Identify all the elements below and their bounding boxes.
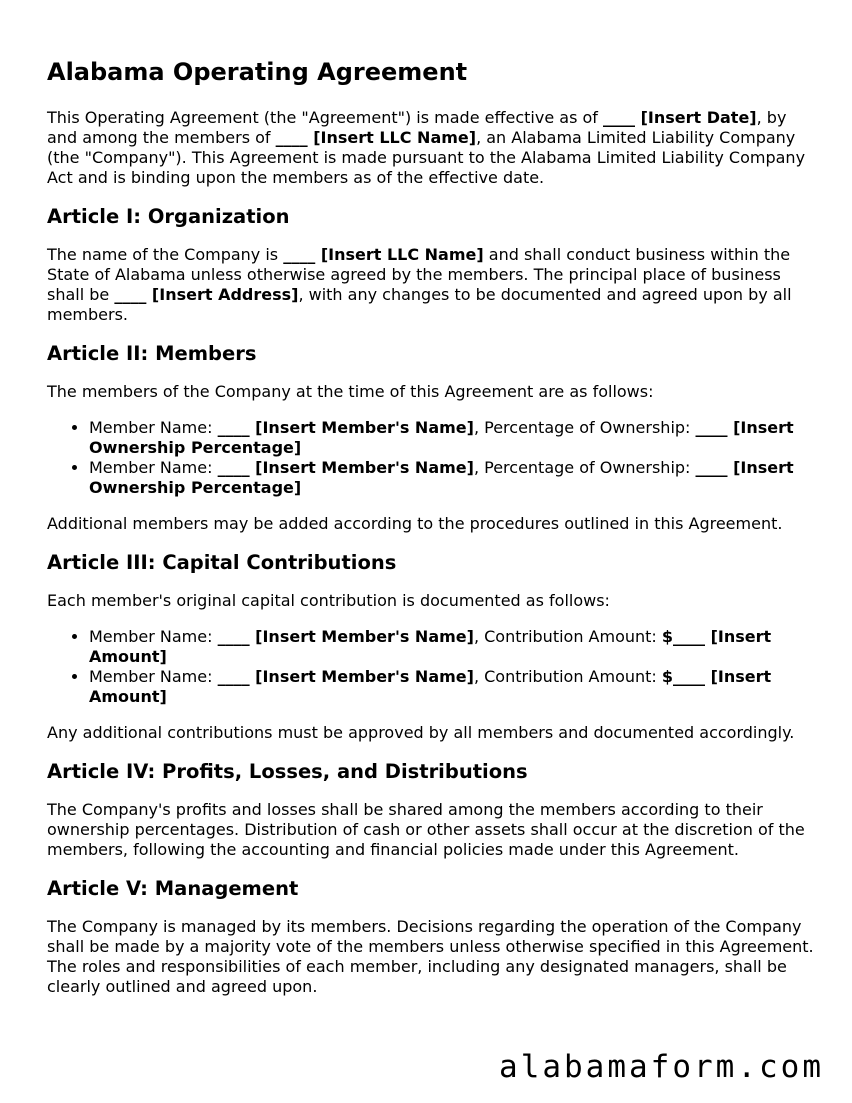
article-1-paragraph: The name of the Company is ____ [Insert LLC Name] and shall conduct business within the State of Alabama unless otherwise agreed by the members. The principal place of business shall be ____ [Insert Address], with any changes to be documented and agreed upon by all members.: [47, 245, 792, 324]
intro-text-1: This Operating Agreement (the "Agreement") is made effective as of: [47, 108, 603, 127]
article-2-closing: Additional members may be added according to the procedures outlined in this Agreement.: [47, 514, 783, 533]
list-item: • Member Name: ____ [Insert Member's Name], Contribution Amount: $____ [Insert Amount]: [89, 627, 817, 667]
intro-text-2: , by and among the members of: [47, 108, 787, 147]
member-name-placeholder: ____ [Insert Member's Name]: [217, 458, 474, 477]
list-item: • Member Name: ____ [Insert Member's Name], Contribution Amount: $____ [Insert Amount]: [89, 667, 817, 707]
intro-paragraph: [47, 108, 817, 188]
date-placeholder: ____ [Insert Date]: [603, 108, 757, 127]
member-name-placeholder: ____ [Insert Member's Name]: [217, 667, 474, 686]
ownership-placeholder: ____ [Insert Ownership Percentage]: [89, 418, 794, 457]
address-placeholder: ____ [Insert Address]: [114, 285, 299, 304]
member-name-placeholder: ____ [Insert Member's Name]: [217, 627, 474, 646]
article-1-heading: Article I: Organization: [47, 205, 290, 228]
list-item: • Member Name: ____ [Insert Member's Name], Percentage of Ownership: ____ [Insert Ownership Percentage]: [89, 458, 817, 498]
article-2-lead: The members of the Company at the time of this Agreement are as follows:: [47, 382, 654, 401]
amount-placeholder: $____ [Insert Amount]: [89, 627, 772, 666]
article-3-closing: Any additional contributions must be approved by all members and documented accordingly.: [47, 723, 795, 742]
llc-name-placeholder: ____ [Insert LLC Name]: [275, 128, 477, 147]
article-4-heading: Article IV: Profits, Losses, and Distributions: [47, 760, 528, 783]
watermark-logo: alabamaform.com: [495, 1049, 828, 1085]
article-3-lead: Each member's original capital contribution is documented as follows:: [47, 591, 610, 610]
article-5-paragraph: The Company is managed by its members. Decisions regarding the operation of the Company shall be made by a majority vote of the members unless otherwise specified in this Agreement. The roles and responsibilities of each member, including any designated managers, shall be clearly outlined and agreed upon.: [47, 917, 814, 996]
document-title: Alabama Operating Agreement: [47, 58, 468, 86]
llc-name-placeholder: ____ [Insert LLC Name]: [283, 245, 484, 264]
member-name-placeholder: ____ [Insert Member's Name]: [217, 418, 474, 437]
amount-placeholder: $____ [Insert Amount]: [89, 667, 772, 706]
article-5-heading: Article V: Management: [47, 877, 299, 900]
members-list: [47, 418, 817, 498]
article-4-paragraph: The Company's profits and losses shall be shared among the members according to their ownership percentages. Distribution of cash or other assets shall occur at the discretion of the members, following the accounting and financial policies made under this Agreement.: [47, 800, 805, 859]
list-item: • Member Name: ____ [Insert Member's Name], Percentage of Ownership: ____ [Insert Ownership Percentage]: [89, 418, 817, 458]
article-2-heading: Article II: Members: [47, 342, 257, 365]
document-page: [47, 56, 817, 1013]
intro-text-3: , an Alabama Limited Liability Company (the "Company"). This Agreement is made pursuant to the Alabama Limited Liability Company Act and is binding upon the members as of the effective date.: [47, 128, 806, 187]
contributions-list: [47, 627, 817, 707]
article-3-heading: Article III: Capital Contributions: [47, 551, 397, 574]
ownership-placeholder: ____ [Insert Ownership Percentage]: [89, 458, 794, 497]
